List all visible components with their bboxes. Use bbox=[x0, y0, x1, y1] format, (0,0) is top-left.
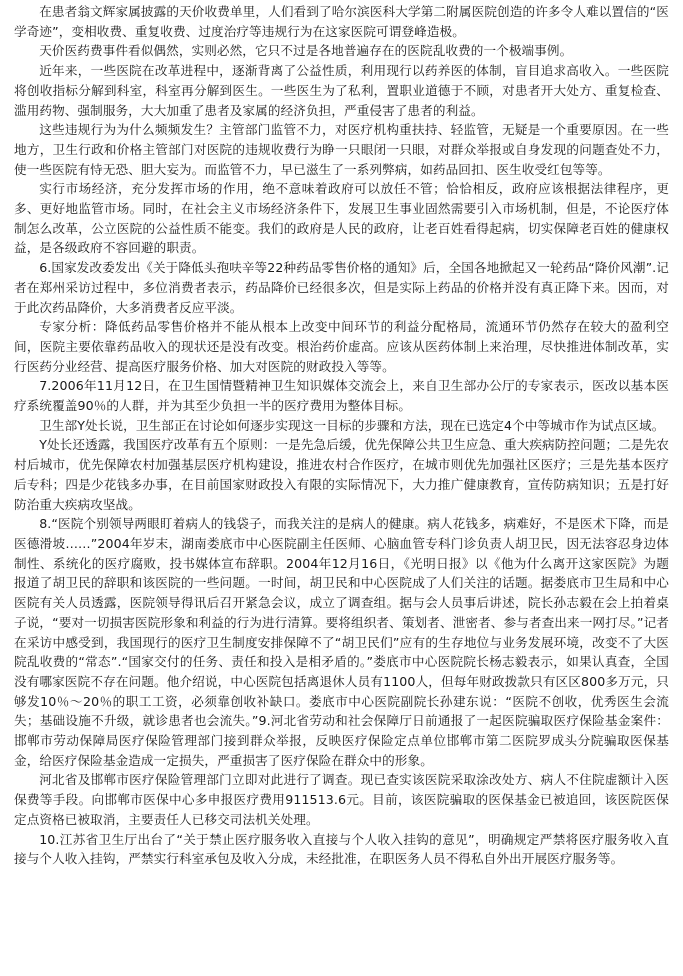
paragraph-recent-years: 近年来，一些医院在改革进程中，逐渐背离了公益性质，利用现行以药养医的体制，盲目追求高收入。一些医院将创收指标分解到科室，科室再分解到医生。一些医生为了私利，置职业道德于不顾，对患者开大处方、重复检查、滥用药物、强制服务，大大加重了患者及家属的经济负担，严重侵害了患者的利益。 bbox=[14, 63, 669, 118]
paragraph-item-6: 6.国家发改委发出《关于降低头孢呋辛等22种药品零售价格的通知》后，全国各地掀起又一轮药品“降价风潮”.记者在郑州采访过程中，多位消费者表示，药品降价已经很多次，但是实际上药品的价格并没有真正降下来。因而，对于此次药品降价，大多消费者反应平淡。 bbox=[14, 260, 669, 315]
paragraph-item-8-9: 8.“医院个别领导两眼盯着病人的钱袋子，而我关注的是病人的健康。病人花钱多，病难好，不是医术下降，而是医德滑坡……”2004年岁末，湖南娄底市中心医院副主任医师、心脑血管专科门诊负责人胡卫民，因无法容忍身边体制性、系统化的医疗腐败，投书媒体宣布辞职。2004年12月16日，《光明日报》以《他为什么离开这家医院》为题报道了胡卫民的辞职和该医院的一些问题。一时间，胡卫民和中心医院成了人们关注的话题。据娄底市卫生局和中心医院有关人员透露，医院领导得讯后召开紧急会议，成立了调查组。据与会人员事后讲述，院长孙志毅在会上拍着桌子说，“要对一切损害医院形象和利益的行为进行清算。要将组织者、策划者、泄密者、参与者查出来一网打尽。”记者在采访中感受到，我国现行的医疗卫生制度安排保障不了“胡卫民们”应有的生存地位与业务发展环境，改变不了大医院乱收费的“常态”.“国家交付的任务、责任和投入是相矛盾的。”娄底市中心医院院长杨志毅表示，如果认真查，全国没有哪家医院不存在问题。他介绍说，中心医院包括离退休人员有1100人，但每年财政拨款只有区区800多万元，只够发10％～20％的职工工资，必须靠创收补缺口。娄底市中心医院副院长孙建东说：“医院不创收，优秀医生会流失；基础设施不升级，就诊患者也会流失。”9.河北省劳动和社会保障厅日前通报了一起医院骗取医疗保险基金案件：邯郸市劳动保障局医疗保险管理部门接到群众举报，反映医疗保险定点单位邯郸市第二医院罗成头分院骗取医保基金，给医疗保险基金造成一定损失，严重损害了医疗保险在群众中的形象。 bbox=[14, 516, 669, 768]
paragraph-summary: 天价医药费事件看似偶然，实则必然，它只不过是各地普遍存在的医院乱收费的一个极端事例。 bbox=[39, 43, 573, 59]
paragraph-five-principles: Y处长还透露，我国医疗改革有五个原则：一是先急后缓，优先保障公共卫生应急、重大疾病防控问题；二是先农村后城市，优先保障农村加强基层医疗机构建设，推进农村合作医疗，在城市则优先加强社区医疗；三是先基本医疗后专科；四是少花钱多办事，在目前国家财政投入有限的实际情况下，大力推广健康教育，宣传防病知识；五是打好防治重大疾病攻坚战。 bbox=[14, 437, 669, 512]
paragraph-intro: 在患者翁文辉家属披露的天价收费单里，人们看到了哈尔滨医科大学第二附属医院创造的许多令人难以置信的“医学奇迹”，变相收费、重复收费、过度治疗等违规行为在这家医院可谓登峰造极。 bbox=[14, 4, 669, 39]
paragraph-item-7: 7.2006年11月12日，在卫生国情暨精神卫生知识媒体交流会上，来自卫生部办公厅的专家表示，医改以基本医疗系统覆盖90％的人群，并为其至少负担一半的医疗费用为整体目标。 bbox=[14, 378, 669, 414]
paragraph-director-y: 卫生部Y处长说，卫生部正在讨论如何逐步实现这一目标的步骤和方法，现在已选定4个中等城市作为试点区域。 bbox=[39, 417, 665, 433]
paragraph-market-economy: 实行市场经济，充分发挥市场的作用，绝不意味着政府可以放任不管；恰恰相反，政府应该根据法律程序，更多、更好地监管市场。同时，在社会主义市场经济条件下，发展卫生事业固然需要引入市场机制，但是，不论医疗体制怎么改革，公立医院的公益性质不能变。我们的政府是人民的政府，让老百姓看得起病，切实保障老百姓的健康权益，是各级政府不容回避的职责。 bbox=[14, 181, 669, 256]
paragraph-expert-analysis: 专家分析：降低药品零售价格并不能从根本上改变中间环节的利益分配格局，流通环节仍然存在较大的盈利空间，医院主要依靠药品收入的现状还是没有改变。根治药价虚高。应该从医药体制上来治理，尽快推进体制改革，实行医药分业经营、提高医疗服务价格、加大对医院的财政投入等等。 bbox=[14, 319, 669, 374]
paragraph-hebei-investigation: 河北省及邯郸市医疗保险管理部门立即对此进行了调查。现已查实该医院采取涂改处方、病人不住院虚额计入医保费等手段。向邯郸市医保中心多申报医疗费用911513.6元。目前，该医院骗取的医保基金已被追回，该医院医保定点资格已被取消，主要责任人已移交司法机关处理。 bbox=[14, 772, 669, 827]
paragraph-why-violations: 这些违规行为为什么频频发生？主管部门监管不力，对医疗机构重扶持、轻监管，无疑是一个重要原因。在一些地方，卫生行政和价格主管部门对医院的违规收费行为睁一只眼闭一只眼，对群众举报或自身发现的问题查处不力，使一些医院有恃无恐、胆大妄为。而监管不力，早已滋生了一系列弊病，如药品回扣、医生收受红包等等。 bbox=[14, 122, 669, 177]
paragraph-item-10: 10.江苏省卫生厅出台了“关于禁止医疗服务收入直接与个人收入挂钩的意见”，明确规定严禁将医疗服务收入直接与个人收入挂钩，严禁实行科室承包及收入分成，未经批准，在职医务人员不得私自外出开展医疗服务等。 bbox=[14, 831, 669, 867]
